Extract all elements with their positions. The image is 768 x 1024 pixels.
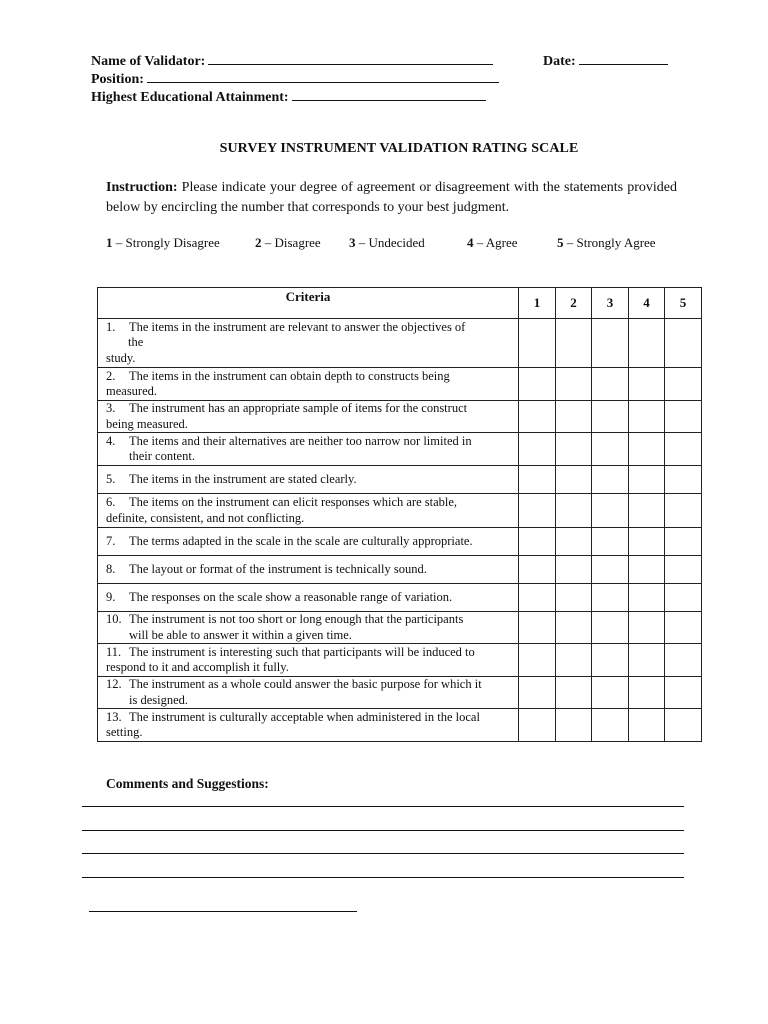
rating-cell-5[interactable]	[665, 612, 702, 644]
rating-cell-2[interactable]	[556, 494, 592, 528]
table-row	[98, 494, 702, 528]
table-row	[98, 584, 702, 612]
rating-cell-5[interactable]	[665, 368, 702, 401]
rating-cell-3[interactable]	[592, 584, 629, 612]
table-row	[98, 644, 702, 677]
scale-text: – Disagree	[261, 235, 321, 250]
criterion-first-line	[106, 495, 516, 511]
table-row	[98, 709, 702, 742]
instruction-paragraph	[106, 178, 677, 218]
criterion-number: 8.	[106, 561, 116, 576]
criterion-first-line	[106, 472, 516, 488]
rating-cell-2[interactable]	[556, 644, 592, 677]
rating-header-1: 1	[519, 288, 556, 319]
rating-cell-4[interactable]	[629, 644, 665, 677]
rating-cell-2[interactable]	[556, 466, 592, 494]
rating-cell-4[interactable]	[629, 368, 665, 401]
criterion-cell	[98, 612, 519, 644]
rating-cell-5[interactable]	[665, 401, 702, 433]
criterion-cell	[98, 709, 519, 742]
criterion-text: The items in the instrument are stated clearly.	[129, 471, 357, 486]
rating-cell-1[interactable]	[519, 466, 556, 494]
criterion-continuation: is designed.	[129, 692, 189, 707]
criterion-cell	[98, 584, 519, 612]
scale-item-5	[557, 235, 656, 251]
criterion-text: The items in the instrument are relevant to answer the objectives of	[129, 319, 466, 334]
scale-number: 3	[349, 235, 356, 250]
rating-cell-4[interactable]	[629, 401, 665, 433]
comment-line[interactable]	[82, 877, 684, 878]
rating-cell-1[interactable]	[519, 644, 556, 677]
criterion-text: The instrument is interesting such that participants will be induced to	[129, 644, 475, 659]
criterion-first-line	[106, 590, 516, 606]
instruction-text: Please indicate your degree of agreement or disagreement with the statements provided below by encircling the number that corresponds to your best judgment.	[106, 180, 677, 215]
criterion-number: 6.	[106, 495, 116, 509]
scale-text: – Strongly Disagree	[112, 235, 220, 250]
criterion-text: The items and their alternatives are neither too narrow nor limited in	[129, 433, 472, 448]
criterion-first-line	[106, 401, 516, 417]
scale-item-2	[255, 235, 321, 251]
criterion-number: 10.	[106, 612, 122, 626]
criterion-first-line	[106, 677, 516, 693]
position-label: Position:	[91, 72, 144, 87]
rating-cell-3[interactable]	[592, 319, 629, 368]
criterion-continuation: measured.	[106, 384, 158, 398]
criterion-first-line	[106, 534, 516, 550]
criterion-number: 2.	[106, 368, 116, 383]
rating-cell-4[interactable]	[629, 319, 665, 368]
criterion-text: The items in the instrument can obtain depth to constructs being	[129, 368, 450, 383]
rating-cell-5[interactable]	[665, 494, 702, 528]
rating-cell-1[interactable]	[519, 368, 556, 401]
date-line	[543, 51, 668, 71]
criterion-number: 5.	[106, 471, 116, 486]
comments-label: Comments and Suggestions:	[106, 776, 269, 791]
scale-number: 5	[557, 235, 564, 250]
criterion-text: The instrument is not too short or long enough that the participants	[129, 612, 464, 626]
table-row	[98, 368, 702, 401]
date-label: Date:	[543, 54, 576, 69]
rating-cell-5[interactable]	[665, 556, 702, 584]
rating-cell-4[interactable]	[629, 677, 665, 709]
rating-cell-2[interactable]	[556, 319, 592, 368]
scale-text: – Strongly Agree	[563, 235, 656, 250]
criterion-number: 7.	[106, 533, 116, 548]
table-row	[98, 466, 702, 494]
date-field[interactable]	[579, 51, 668, 65]
rating-cell-3[interactable]	[592, 612, 629, 644]
comment-line[interactable]	[82, 830, 684, 831]
position-line	[91, 69, 499, 89]
rating-cell-3[interactable]	[592, 466, 629, 494]
rating-cell-4[interactable]	[629, 466, 665, 494]
criterion-first-line	[106, 710, 516, 726]
education-field[interactable]	[292, 87, 486, 101]
rating-header-5: 5	[665, 288, 702, 319]
validator-name-label: Name of Validator:	[91, 54, 206, 69]
criterion-continuation: study.	[106, 350, 136, 365]
criterion-first-line	[106, 320, 516, 336]
criterion-cell	[98, 644, 519, 677]
rating-cell-5[interactable]	[665, 319, 702, 368]
rating-cell-4[interactable]	[629, 584, 665, 612]
rating-cell-5[interactable]	[665, 466, 702, 494]
table-row	[98, 528, 702, 556]
criterion-number: 1.	[106, 319, 116, 334]
rating-cell-1[interactable]	[519, 612, 556, 644]
criterion-text: The instrument has an appropriate sample of items for the construct	[129, 401, 468, 415]
rating-cell-2[interactable]	[556, 368, 592, 401]
rating-cell-1[interactable]	[519, 584, 556, 612]
rating-cell-1[interactable]	[519, 677, 556, 709]
rating-cell-4[interactable]	[629, 494, 665, 528]
comment-line[interactable]	[82, 853, 684, 854]
criterion-number: 3.	[106, 401, 116, 415]
criterion-cell	[98, 677, 519, 709]
criterion-first-line	[106, 562, 516, 578]
rating-cell-2[interactable]	[556, 401, 592, 433]
criterion-number: 13.	[106, 709, 122, 724]
rating-cell-2[interactable]	[556, 677, 592, 709]
criterion-cell	[98, 368, 519, 401]
scale-item-3	[349, 235, 425, 251]
rating-cell-1[interactable]	[519, 319, 556, 368]
rating-cell-4[interactable]	[629, 556, 665, 584]
rating-cell-2[interactable]	[556, 528, 592, 556]
rating-cell-3[interactable]	[592, 709, 629, 742]
table-row	[98, 319, 702, 368]
criterion-cell	[98, 528, 519, 556]
rating-cell-5[interactable]	[665, 584, 702, 612]
criterion-first-line	[106, 434, 516, 450]
rating-cell-3[interactable]	[592, 433, 629, 466]
rating-cell-3[interactable]	[592, 556, 629, 584]
criterion-continuation: being measured.	[106, 416, 188, 431]
criterion-continuation: definite, consistent, and not conflicting.	[106, 510, 305, 525]
scale-item-4	[467, 235, 518, 251]
criterion-continuation: respond to it and accomplish it fully.	[106, 660, 289, 674]
table-row	[98, 433, 702, 466]
rating-cell-3[interactable]	[592, 644, 629, 677]
criterion-continuation: will be able to answer it within a given time.	[129, 627, 352, 642]
signature-line[interactable]	[89, 911, 357, 912]
rating-cell-2[interactable]	[556, 556, 592, 584]
criterion-first-line	[106, 369, 516, 385]
criterion-cell	[98, 319, 519, 368]
scale-item-1	[106, 235, 220, 251]
rating-cell-2[interactable]	[556, 584, 592, 612]
criterion-text: The instrument as a whole could answer the basic purpose for which it	[129, 677, 482, 691]
criterion-text: The responses on the scale show a reasonable range of variation.	[129, 589, 453, 604]
criterion-number: 4.	[106, 433, 116, 448]
rating-cell-3[interactable]	[592, 401, 629, 433]
rating-cell-3[interactable]	[592, 368, 629, 401]
criterion-continuation: setting.	[106, 725, 143, 739]
instruction-label: Instruction:	[106, 180, 178, 195]
rating-cell-5[interactable]	[665, 433, 702, 466]
rating-header-2: 2	[556, 288, 592, 319]
criterion-number: 12.	[106, 677, 122, 691]
scale-number: 2	[255, 235, 262, 250]
criterion-first-line	[106, 645, 516, 661]
rating-cell-1[interactable]	[519, 494, 556, 528]
education-line	[91, 87, 486, 107]
criterion-first-line	[106, 612, 516, 628]
rating-cell-5[interactable]	[665, 528, 702, 556]
criterion-cell	[98, 466, 519, 494]
rating-cell-5[interactable]	[665, 644, 702, 677]
rating-cell-5[interactable]	[665, 709, 702, 742]
criterion-cell	[98, 494, 519, 528]
table-row	[98, 612, 702, 644]
criterion-cell	[98, 401, 519, 433]
rating-header-3: 3	[592, 288, 629, 319]
rating-cell-4[interactable]	[629, 709, 665, 742]
criterion-text: The layout or format of the instrument is technically sound.	[129, 561, 427, 576]
rating-cell-2[interactable]	[556, 709, 592, 742]
criterion-number: 11.	[106, 644, 122, 659]
rating-cell-2[interactable]	[556, 612, 592, 644]
validator-name-field[interactable]	[208, 51, 493, 65]
rating-cell-4[interactable]	[629, 528, 665, 556]
criterion-text: The items on the instrument can elicit responses which are stable,	[129, 495, 458, 509]
rating-header-4: 4	[629, 288, 665, 319]
criterion-number: 9.	[106, 589, 116, 604]
table-header-row	[98, 288, 702, 319]
criteria-header: Criteria	[98, 288, 519, 319]
criterion-continuation: the	[128, 335, 144, 350]
rating-cell-3[interactable]	[592, 494, 629, 528]
rating-cell-2[interactable]	[556, 433, 592, 466]
scale-text: – Agree	[473, 235, 518, 250]
rating-cell-1[interactable]	[519, 401, 556, 433]
form-title: SURVEY INSTRUMENT VALIDATION RATING SCALE	[219, 141, 579, 156]
rating-cell-4[interactable]	[629, 612, 665, 644]
criterion-text: The terms adapted in the scale in the scale are culturally appropriate.	[129, 533, 473, 548]
rating-cell-3[interactable]	[592, 528, 629, 556]
scale-text: – Undecided	[355, 235, 425, 250]
validator-name-line	[91, 51, 493, 71]
criterion-cell	[98, 556, 519, 584]
rating-cell-5[interactable]	[665, 677, 702, 709]
rating-table	[97, 287, 702, 742]
table-row	[98, 677, 702, 709]
criterion-cell	[98, 433, 519, 466]
scale-number: 4	[467, 235, 474, 250]
education-label: Highest Educational Attainment:	[91, 90, 289, 105]
comment-line[interactable]	[82, 806, 684, 807]
rating-cell-1[interactable]	[519, 433, 556, 466]
position-field[interactable]	[147, 69, 499, 83]
table-row	[98, 401, 702, 433]
criterion-continuation: their content.	[129, 449, 195, 463]
rating-cell-1[interactable]	[519, 528, 556, 556]
criterion-text: The instrument is culturally acceptable when administered in the local	[129, 709, 480, 724]
rating-cell-4[interactable]	[629, 433, 665, 466]
rating-cell-1[interactable]	[519, 556, 556, 584]
table-row	[98, 556, 702, 584]
rating-cell-1[interactable]	[519, 709, 556, 742]
scale-number: 1	[106, 235, 113, 250]
rating-cell-3[interactable]	[592, 677, 629, 709]
